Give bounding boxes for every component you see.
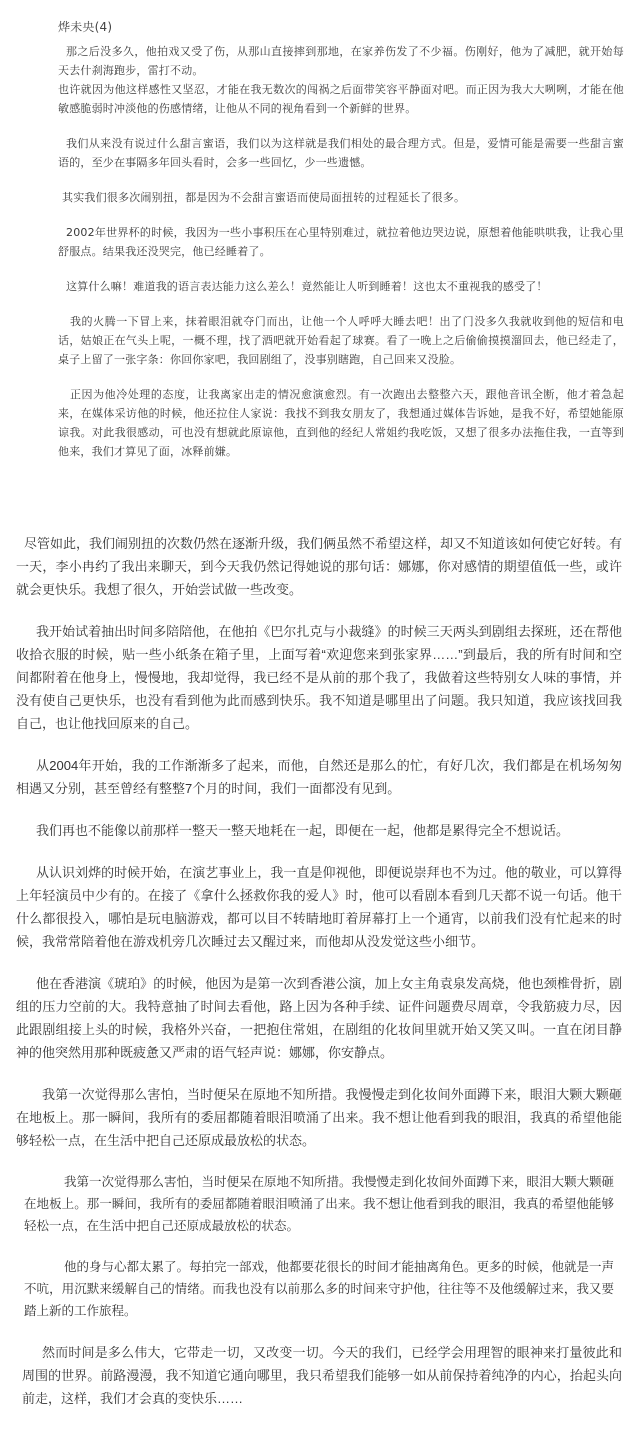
excerpt-paragraph: 那之后没多久，他拍戏又受了伤，从那山直接摔到那地，在家养伤发了不少福。伤刚好，他为了减肥，就开始每天去什刹海跑步，雷打不动。 — [58, 45, 624, 77]
body-paragraph: 我第一次觉得那么害怕，当时便呆在原地不知所措。我慢慢走到化妆间外面蹲下来，眼泪大颗大颗砸在地板上。那一瞬间，我所有的委屈都随着眼泪喷涌了出来。我不想让他看到我的眼泪，我真的希望他能够轻松一点，在生活中把自己还原成最放松的状态。 — [16, 1087, 622, 1148]
scanned-excerpt — [58, 18, 624, 461]
body-paragraph: 我第一次觉得那么害怕，当时便呆在原地不知所措。我慢慢走到化妆间外面蹲下来，眼泪大颗大颗砸在地板上。那一瞬间，我所有的委屈都随着眼泪喷涌了出来。我不想让他看到我的眼泪，我真的希望他能够轻松一点，在生活中把自己还原成最放松的状态。 — [24, 1175, 615, 1233]
body-paragraph: 从认识刘烨的时候开始，在演艺事业上，我一直是仰视他，即便说崇拜也不为过。他的敬业，可以算得上年轻演员中少有的。在接了《拿什么拯救你我的爱人》时，他可以看剧本看到几天都不说一句话。他干什么都很投入，哪怕是玩电脑游戏，都可以目不转睛地盯着屏幕打上一个通宵，以前我们没有忙起来的时候，我常常陪着他在游戏机旁几次睡过去又醒过来，而他却从没发觉这些小细节。 — [16, 865, 622, 949]
body-paragraph: 他的身与心都太累了。每拍完一部戏，他都要花很长的时间才能抽离角色。更多的时候，他就是一声不吭，用沉默来缓解自己的情绪。而我也没有以前那么多的时间来守护他，往往等不及他缓解过来，我又要踏上新的工作旅程。 — [24, 1260, 615, 1318]
excerpt-title: 烨未央(4) — [58, 20, 113, 34]
body-paragraph: 他在香港演《琥珀》的时候，他因为是第一次到香港公演，加上女主角袁泉发高烧，他也颈椎骨折，剧组的压力空前的大。我特意抽了时间去看他，路上因为各种手续、证件问题费尽周章，令我筋疲力尽，因此跟剧组接上头的时候，我格外兴奋，一把抱住常姐，在剧组的化妆间里就开始又笑又叫。一直在闭目静神的他突然用那种既疲惫又严肃的语气轻声说：娜娜，你安静点。 — [16, 976, 622, 1060]
body-paragraph: 尽管如此，我们闹别扭的次数仍然在逐渐升级，我们俩虽然不希望这样，却又不知道该如何使它好转。有一天，李小冉约了我出来聊天，到今天我仍然记得她说的那句话：娜娜，你对感情的期望值低一些，或许就会更快乐。我想了很久，开始尝试做一些改变。 — [16, 536, 623, 597]
article-body — [16, 532, 622, 1429]
body-paragraph: 从2004年开始，我的工作渐渐多了起来，而他，自然还是那么的忙，有好几次，我们都是在机场匆匆相遇又分别，甚至曾经有整整7个月的时间，我们一面都没有见到。 — [16, 758, 622, 796]
body-paragraph: 我们再也不能像以前那样一整天一整天地耗在一起，即便在一起，他都是累得完全不想说话。 — [36, 823, 570, 838]
excerpt-paragraph: 这算什么嘛！难道我的语言表达能力这么差么！竟然能让人听到睡着！这也太不重视我的感受了！ — [66, 280, 548, 293]
body-paragraph: 然而时间是多么伟大，它带走一切，又改变一切。今天的我们，已经学会用理智的眼神来打量彼此和周围的世界。前路漫漫，我不知道它通向哪里，我只希望我们能够一如从前保持着纯净的内心，抬起头向前走，这样，我们才会真的变快乐…… — [22, 1345, 622, 1406]
excerpt-paragraph: 也许就因为他这样感性又坚忍，才能在我无数次的闯祸之后面带笑容平静面对吧。而正因为我大大咧咧，才能在他敏感脆弱时冲淡他的伤感情绪，让他从不同的视角看到一个新鲜的世界。 — [58, 83, 624, 115]
excerpt-paragraph: 2002年世界杯的时候，我因为一些小事积压在心里特别难过，就拉着他边哭边说，原想着他能哄哄我，让我心里舒服点。结果我还没哭完，他已经睡着了。 — [58, 226, 624, 258]
excerpt-paragraph: 我的火腾一下冒上来，抹着眼泪就夺门而出，让他一个人呼呼大睡去吧！出了门没多久我就收到他的短信和电话，姑娘正在气头上呢，一概不理，找了酒吧就开始看起了球赛。看了一晚上之后偷偷摸摸溜回去，他已经走了，桌子上留了一张字条：你回你家吧，我回剧组了，没事别瞎跑，自己回来又没脸。 — [58, 315, 624, 366]
body-paragraph: 我开始试着抽出时间多陪陪他，在他拍《巴尔扎克与小裁缝》的时候三天两头到剧组去探班，还在帮他收拾衣服的时候，贴一些小纸条在箱子里，上面写着“欢迎您来到张家界……”到最后，我的所有时间和空间都附着在他身上，慢慢地，我却觉得，我已经不是从前的那个我了，我做着这些特别女人味的事情，并没有使自己更快乐，也没有看到他为此而感到快乐。我不知道是哪里出了问题。我只知道，我应该找回我自己，也让他找回原来的自己。 — [16, 624, 622, 731]
excerpt-paragraph: 正因为他冷处理的态度，让我离家出走的情况愈演愈烈。有一次跑出去整整六天，跟他音讯全断，他才着急起来，在媒体采访他的时候，他还拉住人家说：我找不到我女朋友了，我想通过媒体告诉她，是我不好，希望她能原谅我。对此我很感动，可也没有想就此原谅他，直到他的经纪人常姐约我吃饭，又想了很多办法拖住我，一直等到他来，我们才算见了面，冰释前嫌。 — [58, 388, 624, 458]
excerpt-paragraph: 我们从来没有说过什么甜言蜜语，我们以为这样就是我们相处的最合理方式。但是，爱情可能是需要一些甜言蜜语的，至少在事隔多年回头看时，会多一些回忆，少一些遗憾。 — [58, 137, 624, 169]
excerpt-paragraph: 其实我们很多次闹别扭，都是因为不会甜言蜜语而使局面扭转的过程延长了很多。 — [62, 191, 466, 204]
